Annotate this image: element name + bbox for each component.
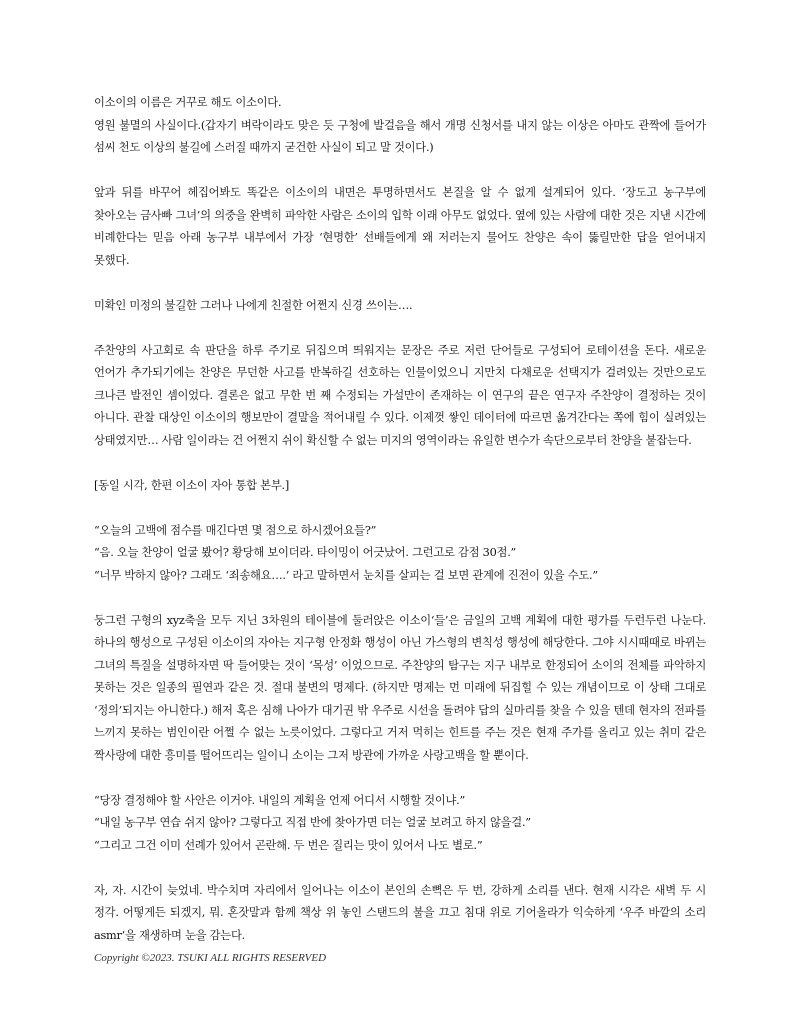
paragraph-gap [94, 160, 706, 183]
paragraph-gap [94, 272, 706, 295]
paragraph-6: 둥그런 구형의 xyz축을 모두 지닌 3차원의 테이블에 둘러앉은 이소이‘들’은 금일의 고백 계획에 대한 평가를 두런두런 나눈다. 하나의 행성으로 구성된 이소이의 자아는 지구형 안정화 행성이 아닌 가스형의 변칙성 행성에 해당한다. 그야 시시때때로 바뀌는 그녀의 특질을 설명하자면 딱 들어맞는 것이 ‘목성’ 이었으므로. 주찬양의 탐구는 지구 내부로 한정되어 소이의 전체를 파악하지 못하는 것은 일종의 필연과 같은 것. 절대 불변의 명제다. (하지만 명제는 먼 미래에 뒤집힐 수 있는 개념이므로 이 상태 그대로 ‘정의’되지는 아니한다.) 해저 혹은 심해 나아가 대기권 밖 우주로 시선을 돌려야 답의 실마리를 찾을 수 있을 텐데 현자의 전파를 느끼지 못하는 범인이란 어쩔 수 없는 노릇이었다. 그렇다고 거저 먹히는 힌트를 주는 것은 현재 주가를 올리고 있는 취미 같은 짝사랑에 대한 흥미를 떨어뜨리는 일이니 소이는 그저 방관에 가까운 사랑고백을 할 뿐이다. [94, 613, 706, 762]
dialogue-line: “오늘의 고백에 점수를 매긴다면 몇 점으로 하시겠어요들?” [94, 523, 377, 537]
paragraph-2: 영원 불멸의 사실이다.(갑자기 벼락이라도 맞은 듯 구청에 발걸음을 해서 개명 신청서를 내지 않는 이상은 아마도 관짝에 들어가 섬씨 천도 이상의 불길에 스러질 때까지 굳건한 사실이 되고 말 것이다.) [94, 118, 706, 154]
paragraph-3: 앞과 뒤를 바꾸어 헤집어봐도 똑같은 이소이의 내면은 투명하면서도 본질을 알 수 없게 설계되어 있다. ‘장도고 농구부에 찾아오는 금사빠 그녀’의 의중을 완벽히 파악한 사람은 소이의 입학 이래 아무도 없었다. 옆에 있는 사람에 대한 것은 지낸 시간에 비례한다는 믿음 아래 농구부 내부에서 가장 ‘현명한’ 선배들에게 왜 저러는지 물어도 찬양은 속이 뚫릴만한 답을 얻어내지 못했다. [94, 186, 706, 267]
paragraph-gap [94, 767, 706, 790]
paragraph-4: 미확인 미정의 불길한 그러나 나에게 친절한 어쩐지 신경 쓰이는…. [94, 298, 413, 312]
scene-heading: [동일 시각, 한편 이소이 자아 통합 본부.] [94, 478, 289, 492]
paragraph-7: 자, 자. 시간이 늦었네. 박수치며 자리에서 일어나는 이소이 본인의 손뼉은 두 번, 강하게 소리를 낸다. 현재 시각은 새벽 두 시 정각. 어떻게든 되겠지, 뭐. 혼잣말과 함께 책상 위 놓인 스탠드의 불을 끄고 침대 위로 기어올라가 익숙하게 ‘우주 바깥의 소리 asmr’을 재생하며 눈을 감는다. [94, 883, 706, 942]
paragraph-1: 이소이의 이름은 거꾸로 해도 이소이다. [94, 96, 282, 109]
dialogue-line: “그리고 그건 이미 선례가 있어서 곤란해. 두 번은 질리는 맛이 있어서 나도 별로.” [94, 838, 483, 852]
dialogue-line: “너무 박하지 않아? 그래도 ‘죄송해요….’ 라고 말하면서 눈치를 살피는 걸 보면 관계에 진전이 있을 수도.” [94, 568, 598, 582]
dialogue-line: “음. 오늘 찬양이 얼굴 봤어? 황당해 보이더라. 타이밍이 어긋났어. 그런고로 감점 30점.” [94, 546, 517, 559]
paragraph-gap [94, 587, 706, 610]
document-body [94, 92, 706, 947]
paragraph-gap [94, 497, 706, 520]
paragraph-5: 주찬양의 사고회로 속 판단을 하루 주기로 뒤집으며 띄워지는 문장은 주로 저런 단어들로 구성되어 로테이션을 돈다. 새로운 언어가 추가되기에는 찬양은 무던한 사고를 반복하길 선호하는 인물이었으니 지만치 다채로운 선택지가 걸려있는 것만으로도 크나큰 발전인 셈이었다. 결론은 없고 무한 번 째 수정되는 가설만이 존재하는 이 연구의 끝은 연구자 주찬양이 결정하는 것이 아니다. 관찰 대상인 이소이의 행보만이 결말을 적어내릴 수 있다. 이제껏 쌓인 데이터에 따르면 옮겨간다는 쪽에 힘이 실려있는 상태였지만… 사람 일이라는 건 어쩐지 쉬이 확신할 수 없는 미지의 영역이라는 유일한 변수가 속단으로부터 찬양을 붙잡는다. [94, 343, 706, 447]
copyright-footer: Copyright ©2023. TSUKI ALL RIGHTS RESERVED [94, 952, 327, 964]
dialogue-line: “당장 결정해야 할 사안은 이거야. 내일의 계획을 언제 어디서 시행할 것이냐.” [94, 793, 466, 807]
dialogue-line: “내일 농구부 연습 쉬지 않아? 그렇다고 직접 반에 찾아가면 더는 얼굴 보려고 하지 않을걸.” [94, 816, 531, 829]
paragraph-gap [94, 857, 706, 880]
paragraph-gap [94, 317, 706, 340]
paragraph-gap [94, 452, 706, 475]
